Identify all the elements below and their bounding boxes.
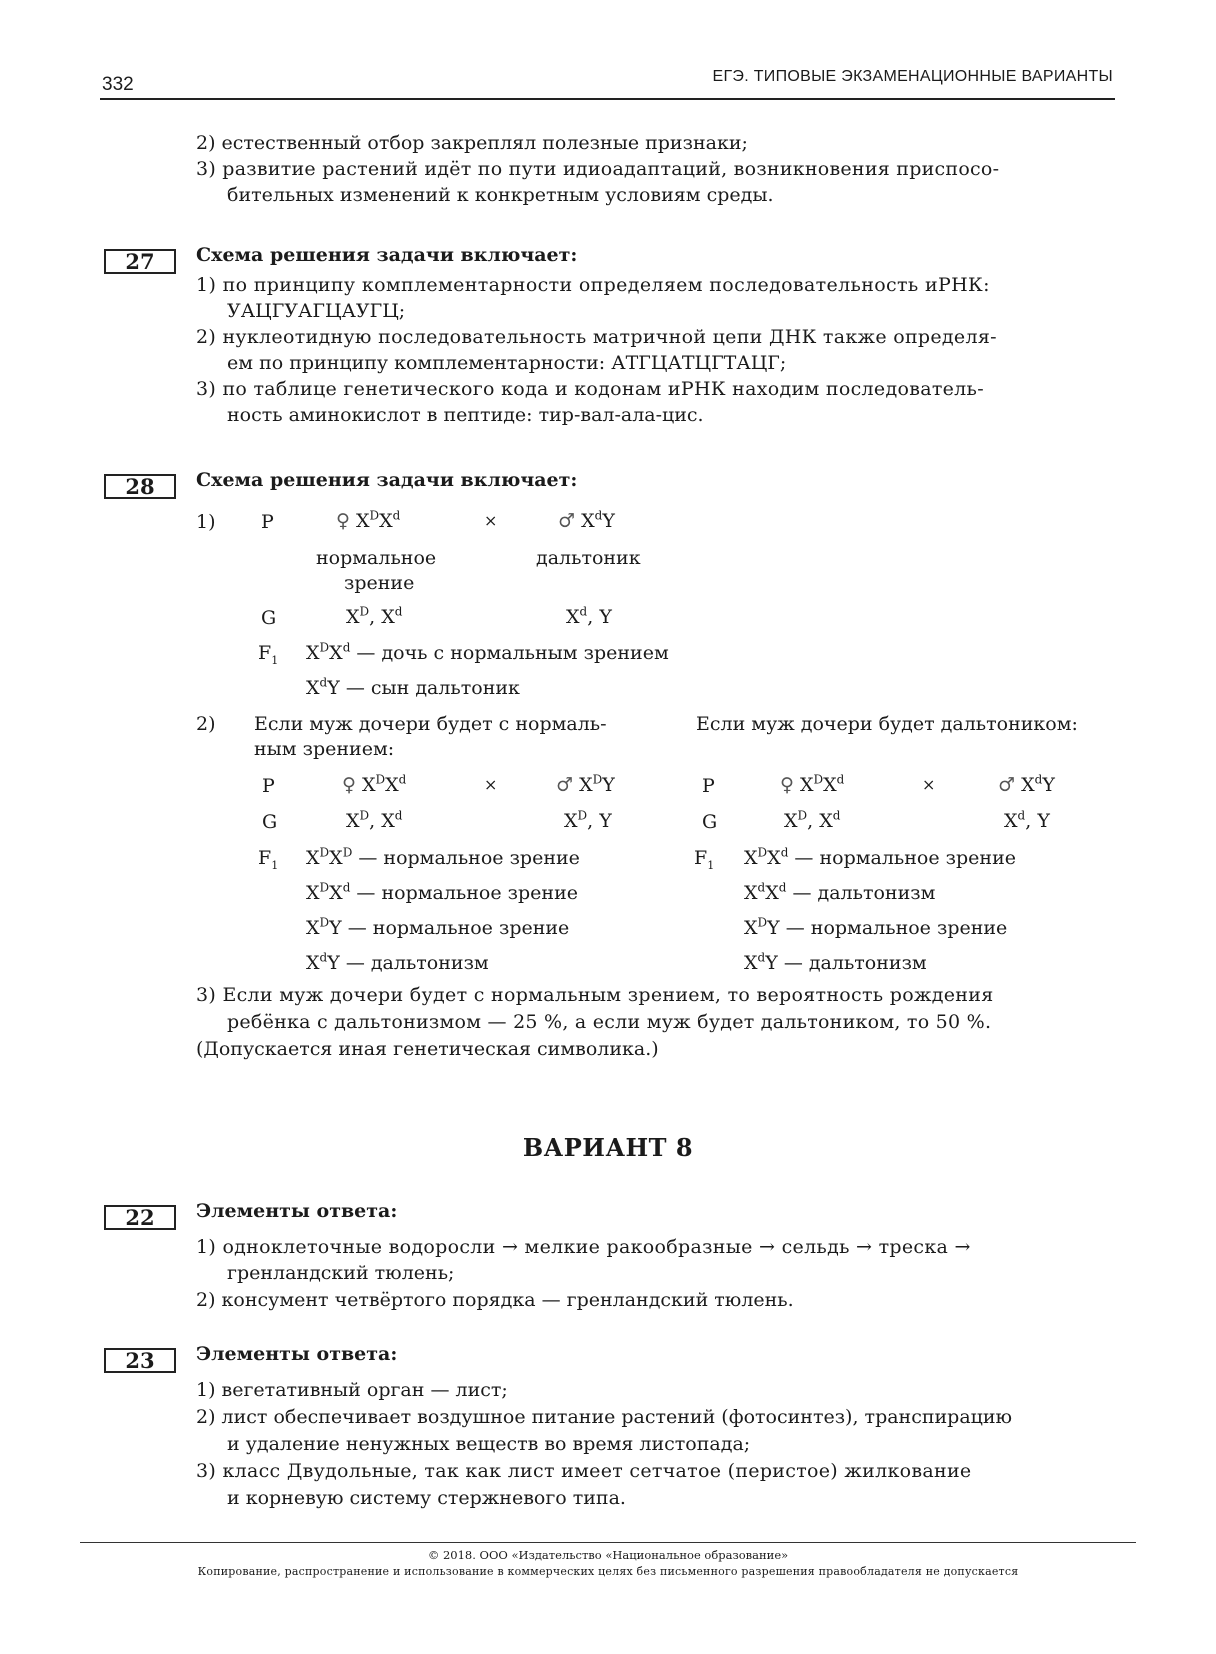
- gametes: $X^D$, $X^d$: [784, 808, 841, 832]
- male-icon: ♂: [556, 774, 574, 796]
- intro-line: бительных изменений к конкретным условиям среды.: [227, 184, 774, 206]
- offspring-row: $X^dX^d$ — дальтонизм: [744, 880, 936, 904]
- footer-notice: Копирование, распространение и использование в коммерческих целях без письменного разрешения правообладателя не допускается: [197, 1565, 1019, 1578]
- generation-g: G: [262, 811, 278, 833]
- case-right-title: Если муж дочери будет дальтоником:: [696, 713, 1078, 735]
- footer-divider: [80, 1542, 1136, 1543]
- q28-item-marker: 2): [196, 713, 216, 735]
- cross-icon: ×: [922, 775, 936, 794]
- female-icon: ♀: [342, 774, 356, 796]
- offspring-row: $X^dY$ — дальтонизм: [306, 950, 489, 974]
- q28-line: ребёнка с дальтонизмом — 25 %, а если муж будет дальтоником, то 50 %.: [227, 1011, 992, 1033]
- q23-line: и удаление ненужных веществ во время листопада;: [227, 1433, 751, 1455]
- generation-f1: $F_1$: [258, 642, 279, 667]
- q28-heading: Схема решения задачи включает:: [196, 469, 578, 491]
- question-number-23: 23: [104, 1348, 176, 1373]
- generation-p: P: [262, 775, 275, 797]
- page-number: 332: [102, 74, 134, 95]
- cross-icon: ×: [484, 511, 498, 530]
- cross-icon: ×: [484, 775, 498, 794]
- phenotype-label: зрение: [344, 572, 415, 594]
- header-divider: [100, 98, 1115, 100]
- q27-line: 2) нуклеотидную последовательность матричной цепи ДНК также определя-: [196, 326, 997, 348]
- female-icon: ♀: [336, 510, 350, 532]
- q23-line: 3) класс Двудольные, так как лист имеет сетчатое (перистое) жилкование: [196, 1460, 972, 1482]
- case-left-title: Если муж дочери будет с нормаль-: [254, 713, 607, 735]
- genotype-mother: ♀ $X^DX^d$: [336, 508, 401, 532]
- gametes: $X^D$, Y: [564, 808, 612, 832]
- intro-line: 2) естественный отбор закреплял полезные признаки;: [196, 132, 748, 154]
- q23-line: 2) лист обеспечивает воздушное питание растений (фотосинтез), транспирацию: [196, 1406, 1013, 1428]
- intro-line: 3) развитие растений идёт по пути идиоадаптаций, возникновения приспосо-: [196, 158, 1000, 180]
- generation-p: P: [702, 775, 715, 797]
- male-icon: ♂: [558, 510, 576, 532]
- case-left-title: ным зрением:: [254, 738, 395, 760]
- q28-line: 3) Если муж дочери будет с нормальным зрением, то вероятность рождения: [196, 984, 994, 1006]
- offspring-row: $X^dY$ — сын дальтоник: [306, 675, 520, 699]
- genotype-father: ♂ $X^dY$: [998, 772, 1055, 796]
- q27-line: ем по принципу комплементарности: АТГЦАТЦГТАЦГ;: [227, 352, 787, 374]
- genotype-father: ♂ $X^dY$: [558, 508, 615, 532]
- variant-title: ВАРИАНТ 8: [522, 1133, 694, 1162]
- question-number-22: 22: [104, 1205, 176, 1230]
- q22-line: гренландский тюлень;: [227, 1262, 455, 1284]
- q23-line: 1) вегетативный орган — лист;: [196, 1379, 508, 1401]
- q27-line: ность аминокислот в пептиде: тир-вал-ала-цис.: [227, 404, 704, 426]
- generation-g: G: [702, 811, 718, 833]
- offspring-row: $X^DX^d$ — дочь с нормальным зрением: [306, 640, 669, 664]
- q22-heading: Элементы ответа:: [196, 1200, 398, 1222]
- male-icon: ♂: [998, 774, 1016, 796]
- q27-heading: Схема решения задачи включает:: [196, 244, 578, 266]
- generation-f1: $F_1$: [694, 847, 715, 872]
- phenotype-label: дальтоник: [536, 547, 641, 569]
- q27-line: 3) по таблице генетического кода и кодонам иРНК находим последователь-: [196, 378, 984, 400]
- q23-line: и корневую систему стержневого типа.: [227, 1487, 626, 1509]
- footer-copyright: © 2018. ООО «Издательство «Национальное образование»: [427, 1548, 789, 1562]
- genotype-father: ♂ $X^DY$: [556, 772, 615, 796]
- generation-g: G: [261, 607, 277, 629]
- offspring-row: $X^DX^D$ — нормальное зрение: [306, 845, 580, 869]
- generation-p: P: [261, 511, 274, 533]
- gametes: $X^d$, Y: [566, 604, 612, 628]
- q28-item-marker: 1): [196, 511, 216, 533]
- q27-line: 1) по принципу комплементарности определяем последовательность иРНК:: [196, 274, 990, 296]
- offspring-row: $X^DX^d$ — нормальное зрение: [306, 880, 578, 904]
- question-number-27: 27: [104, 249, 176, 274]
- generation-f1: $F_1$: [258, 847, 279, 872]
- offspring-row: $X^DY$ — нормальное зрение: [744, 915, 1008, 939]
- gametes: $X^D$, $X^d$: [346, 604, 403, 628]
- phenotype-label: нормальное: [316, 547, 437, 569]
- offspring-row: $X^DX^d$ — нормальное зрение: [744, 845, 1016, 869]
- genotype-mother: ♀ $X^DX^d$: [342, 772, 407, 796]
- q22-line: 2) консумент четвёртого порядка — гренландский тюлень.: [196, 1289, 794, 1311]
- q22-line: 1) одноклеточные водоросли → мелкие ракообразные → сельдь → треска →: [196, 1236, 971, 1258]
- q23-heading: Элементы ответа:: [196, 1343, 398, 1365]
- offspring-row: $X^DY$ — нормальное зрение: [306, 915, 570, 939]
- gametes: $X^D$, $X^d$: [346, 808, 403, 832]
- q28-note: (Допускается иная генетическая символика.): [196, 1038, 659, 1060]
- gametes: $X^d$, Y: [1004, 808, 1050, 832]
- female-icon: ♀: [780, 774, 794, 796]
- genotype-mother: ♀ $X^DX^d$: [780, 772, 845, 796]
- question-number-28: 28: [104, 474, 176, 499]
- q27-line: УАЦГУАГЦАУГЦ;: [227, 300, 406, 322]
- running-title: ЕГЭ. ТИПОВЫЕ ЭКЗАМЕНАЦИОННЫЕ ВАРИАНТЫ: [712, 68, 1113, 85]
- offspring-row: $X^dY$ — дальтонизм: [744, 950, 927, 974]
